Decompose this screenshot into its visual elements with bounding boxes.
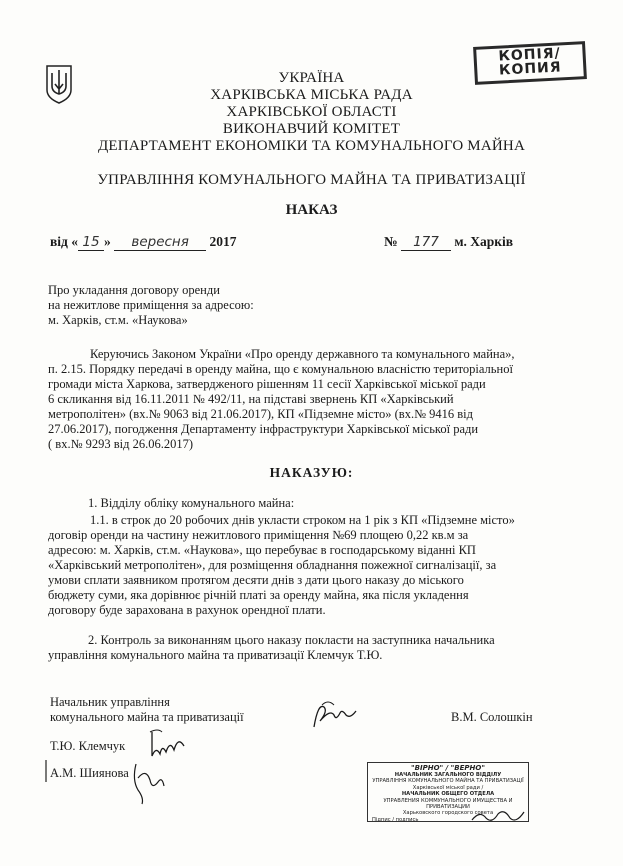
date-prefix: від « — [50, 234, 78, 249]
header-department: ДЕПАРТАМЕНТ ЕКОНОМІКИ ТА КОМУНАЛЬНОГО МАЙНА — [98, 138, 525, 154]
verified-stamp-line8: Підпис / подпись — [372, 816, 419, 822]
verified-stamp-line4: Харківської міської ради / — [412, 784, 484, 791]
preamble-line: громади міста Харкова, затвердженого рішенням 11 сесії Харківської міської ради — [48, 377, 486, 391]
approver-1-signature — [148, 726, 190, 760]
header-region: ХАРКІВСЬКОЇ ОБЛАСТІ — [226, 104, 397, 120]
item1-line: адресою: м. Харків, ст.м. «Наукова», що перебуває в господарському віданні КП — [48, 543, 476, 557]
verified-stamp-line3: УПРАВЛІННЯ КОМУНАЛЬНОГО МАЙНА ТА ПРИВАТИЗАЦІЇ — [372, 778, 524, 785]
item2-line: 2. Контроль за виконанням цього наказу покласти на заступника начальника — [88, 633, 495, 647]
subject-line2: на нежитлове приміщення за адресою: — [48, 298, 254, 312]
item1-heading: 1. Відділу обліку комунального майна: — [88, 496, 295, 510]
city: м. Харків — [454, 234, 514, 249]
header-country: УКРАЇНА — [278, 70, 345, 86]
preamble-line: п. 2.15. Порядку передачі в оренду майна, що є комунальною власністю територіальної — [48, 362, 513, 376]
date-year: 2017 — [209, 234, 237, 249]
verified-stamp-signature — [470, 806, 526, 826]
verified-stamp-line7: Харьковского городского совета — [402, 810, 494, 817]
item2-line: управління комунального майна та приватизації Клемчук Т.Ю. — [48, 648, 383, 662]
date-month: вересня — [114, 234, 206, 251]
director-signature — [308, 697, 360, 733]
item1-line: бюджету суми, яка дорівнює річній платі за оренду майна, яка після укладення — [48, 588, 469, 602]
item1-body — [48, 513, 575, 618]
item1-line: «Харківський метрополітен», для розміщення обладнання пожежної сигналізації, за — [48, 558, 497, 572]
item1-line: умови сплати заявником протягом десяти днів з дати цього наказу до міського — [48, 573, 464, 587]
signer-position-line2: комунального майна та приватизації — [50, 710, 244, 724]
date-mid: » — [104, 234, 111, 249]
number-line — [384, 234, 513, 251]
approver-2-signature — [128, 760, 168, 806]
date-line — [50, 234, 237, 251]
number-prefix: № — [384, 234, 398, 249]
copy-stamp-line2: КОПИЯ — [498, 59, 562, 79]
subject-line3: м. Харків, ст.м. «Наукова» — [48, 313, 188, 327]
header-committee: ВИКОНАВЧИЙ КОМІТЕТ — [222, 121, 401, 137]
approver-1: Т.Ю. Клемчук — [50, 739, 126, 753]
header-administration: УПРАВЛІННЯ КОМУНАЛЬНОГО МАЙНА ТА ПРИВАТИЗАЦІЇ — [97, 172, 526, 188]
item1-line: договір оренди на частину нежитлового приміщення №69 площею 0,22 кв.м за — [48, 528, 469, 542]
verified-stamp-line1: "ВІРНО" / "ВЕРНО" — [411, 764, 485, 772]
preamble-line: Керуючись Законом України «Про оренду державного та комунального майна», — [90, 347, 515, 361]
subject-line1: Про укладання договору оренди — [48, 283, 220, 297]
signer-name: В.М. Солошкін — [451, 710, 533, 724]
date-day: 15 — [78, 234, 104, 251]
verified-stamp-line2: НАЧАЛЬНИК ЗАГАЛЬНОГО ВІДДІЛУ — [394, 772, 502, 778]
preamble — [48, 347, 575, 452]
document-title: НАКАЗ — [285, 202, 338, 218]
approver-2-mark-icon — [44, 760, 48, 782]
preamble-line: 6 скликання від 16.11.2011 № 492/11, на підставі звернень КП «Харківський — [48, 392, 454, 406]
signer-position-line1: Начальник управління — [50, 695, 170, 709]
order-heading: НАКАЗУЮ: — [269, 465, 354, 480]
preamble-line: ( вх.№ 9293 від 26.06.2017) — [48, 437, 194, 451]
item1-line: договору буде зарахована в рахунок орендної плати. — [48, 603, 326, 617]
item2-body — [48, 633, 575, 663]
copy-stamp-line1: КОПІЯ/ — [498, 45, 562, 65]
verified-stamp-line6: УПРАВЛЕНИЯ КОММУНАЛЬНОГО ИМУЩЕСТВА И ПРИВАТИЗАЦИИ — [383, 797, 513, 811]
approver-2: А.М. Шиянова — [50, 766, 129, 780]
item1-line: 1.1. в строк до 20 робочих днів укласти строком на 1 рік з КП «Підземне місто» — [90, 513, 515, 527]
preamble-line: метрополітен» (вх.№ 9063 від 21.06.2017), КП «Підземне місто» (вх.№ 9416 від — [48, 407, 473, 421]
order-number: 177 — [401, 234, 451, 251]
header-council: ХАРКІВСЬКА МІСЬКА РАДА — [210, 87, 413, 103]
preamble-line: 27.06.2017), погодження Департаменту інфраструктури Харківської міської ради — [48, 422, 479, 436]
verified-stamp-line5: НАЧАЛЬНИК ОБЩЕГО ОТДЕЛА — [401, 791, 495, 798]
